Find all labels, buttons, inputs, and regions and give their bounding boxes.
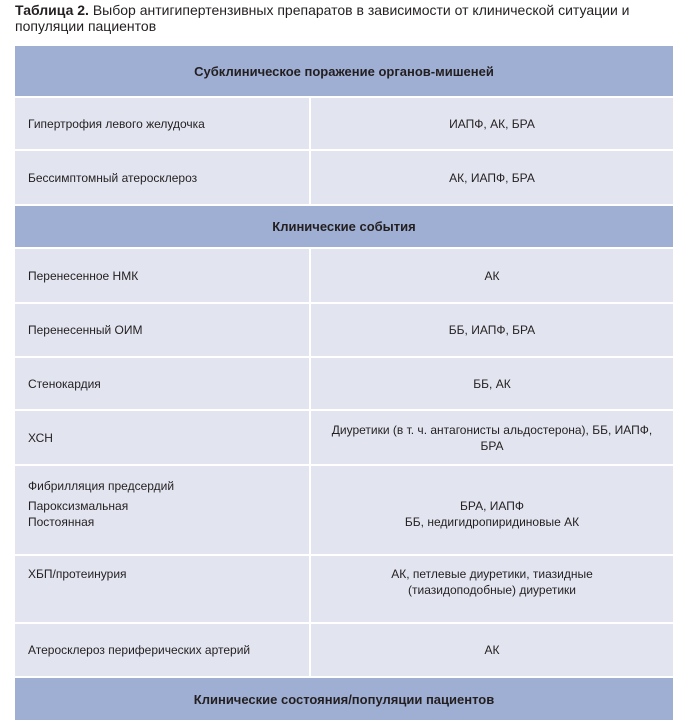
section-title: Клинические состояния/популяции пациентов xyxy=(193,691,495,707)
drugs-cell xyxy=(311,556,673,622)
section-title: Клинические события xyxy=(272,219,416,234)
condition-cell: ХБП/протеинурия xyxy=(15,556,311,622)
drugs-line: БРА, ИАПФ xyxy=(460,499,524,513)
caption-text: Выбор антигипертензивных препаратов в зависимости от клинической ситуации и популяции пациентов xyxy=(15,2,630,34)
condition-cell xyxy=(15,466,311,554)
table-row xyxy=(15,249,673,304)
section-header-clinical-events xyxy=(15,206,673,249)
drugs-line: ББ, недигидропиридиновые АК xyxy=(404,515,580,529)
drugs-cell: ИАПФ, АК, БРА xyxy=(449,116,535,131)
condition-cell: ХСН xyxy=(15,411,311,464)
table-row xyxy=(15,304,673,358)
condition-subtype: Постоянная xyxy=(28,515,95,529)
condition-cell: Стенокардия xyxy=(15,358,311,409)
drugs-line: (тиазидоподобные) диуретики xyxy=(408,583,576,597)
table-row xyxy=(15,556,673,624)
table-row xyxy=(15,411,673,466)
condition-cell: Бессимптомный атеросклероз xyxy=(15,151,311,204)
drugs-cell: ББ, ИАПФ, БРА xyxy=(448,323,536,337)
table-row xyxy=(15,98,673,151)
drugs-cell: ББ, АК xyxy=(473,376,511,391)
table-row xyxy=(15,358,673,411)
drugs-cell xyxy=(311,466,673,554)
condition-cell: Перенесенное НМК xyxy=(15,249,311,302)
condition-cell: Гипертрофия левого желудочка xyxy=(15,98,311,149)
drugs-line: АК, петлевые диуретики, тиазидные xyxy=(391,567,593,581)
table-caption xyxy=(15,2,665,34)
condition-cell: Перенесенный ОИМ xyxy=(15,304,311,356)
section-header-subclinical xyxy=(15,46,673,98)
table-row xyxy=(15,624,673,678)
drugs-cell: Диуретики (в т. ч. антагонисты альдостерона), ББ, ИАПФ, БРА xyxy=(331,422,653,453)
condition-cell: Атеросклероз периферических артерий xyxy=(15,624,311,676)
section-header-clinical-states xyxy=(15,678,673,722)
condition-title: Фибрилляция предсердий xyxy=(28,479,175,493)
drug-selection-table xyxy=(15,45,673,722)
condition-subtype: Пароксизмальная xyxy=(28,499,129,513)
drugs-cell: АК xyxy=(484,643,500,657)
table-row xyxy=(15,466,673,556)
caption-label: Таблица 2. xyxy=(15,2,89,18)
drugs-cell: АК xyxy=(484,268,500,283)
section-title: Субклиническое поражение органов-мишеней xyxy=(194,63,494,79)
table-row xyxy=(15,151,673,206)
drugs-cell: АК, ИАПФ, БРА xyxy=(449,170,535,185)
